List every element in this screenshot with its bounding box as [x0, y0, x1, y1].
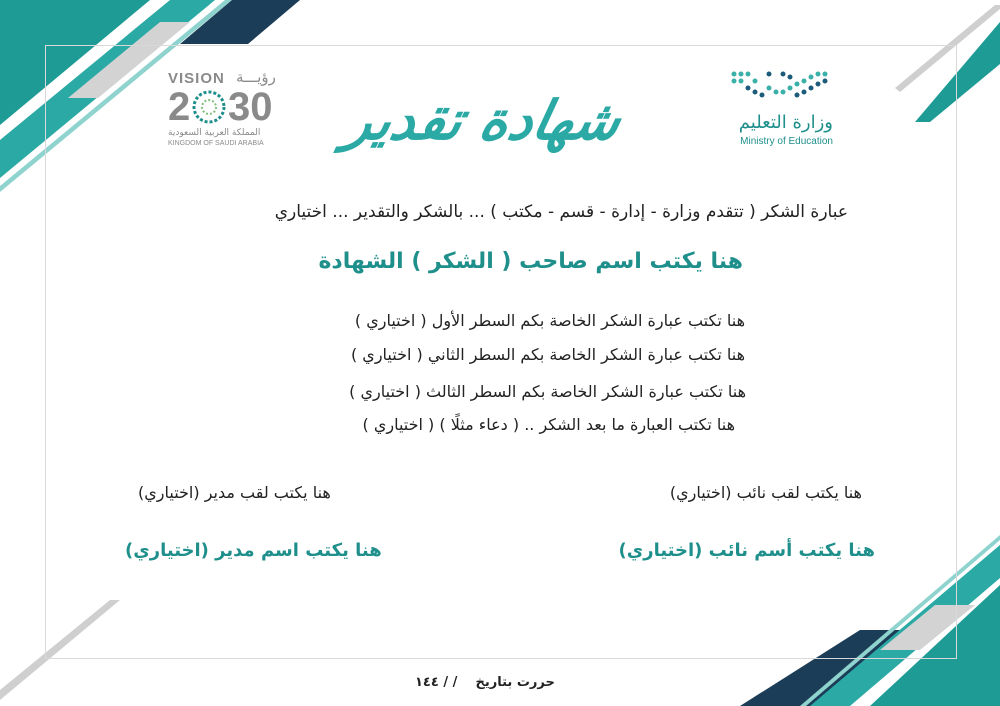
ministry-ar-text: وزارة التعليم [738, 112, 833, 133]
recipient-name: هنا يكتب اسم صاحب ( الشكر ) الشهادة [318, 249, 743, 274]
issue-date [415, 675, 555, 690]
kingdom-en-text: KINGDOM OF SAUDI ARABIA [168, 140, 264, 147]
deputy-title: هنا يكتب لقب نائب (اختياري) [669, 483, 862, 502]
palm-emblem-icon [192, 90, 226, 124]
intro-line: عبارة الشكر ( تتقدم وزارة - إدارة - قسم - مكتب ) ... بالشكر والتقدير ... اختياري [274, 202, 848, 222]
body-line-1: هنا تكتب عبارة الشكر الخاصة بكم السطر الأول ( اختياري ) [354, 311, 745, 330]
deputy-name: هنا يكتب أسم نائب (اختياري) [618, 540, 875, 561]
year-right-digits: 30 [228, 85, 273, 129]
vision-text: VISION [168, 70, 225, 87]
ministry-en-text: Ministry of Education [740, 136, 833, 147]
year-left-digit: 2 [168, 85, 191, 129]
manager-title: هنا يكتب لقب مدير (اختياري) [138, 483, 331, 502]
manager-name: هنا يكتب اسم مدير (اختياري) [125, 540, 382, 561]
ministry-dots-icon [729, 68, 833, 102]
vision-2030-logo [150, 68, 290, 153]
body-line-3: هنا تكتب عبارة الشكر الخاصة بكم السطر الثالث ( اختياري ) [349, 382, 746, 401]
date-value: / / ١٤٤ [415, 675, 458, 690]
certificate-title-calligraphy: شهادة تقدير [339, 88, 627, 152]
vision-ar-text: رؤيـــة [236, 68, 276, 86]
body-line-2: هنا تكتب عبارة الشكر الخاصة بكم السطر الثاني ( اختياري ) [350, 345, 745, 364]
kingdom-ar-text: المملكة العربية السعودية [168, 128, 261, 138]
ministry-logo [725, 68, 835, 153]
body-line-4: هنا تكتب العبارة ما بعد الشكر .. ( دعاء مثلًا ) ( اختياري ) [362, 415, 735, 434]
date-label: حررت بتاريخ [475, 675, 555, 690]
